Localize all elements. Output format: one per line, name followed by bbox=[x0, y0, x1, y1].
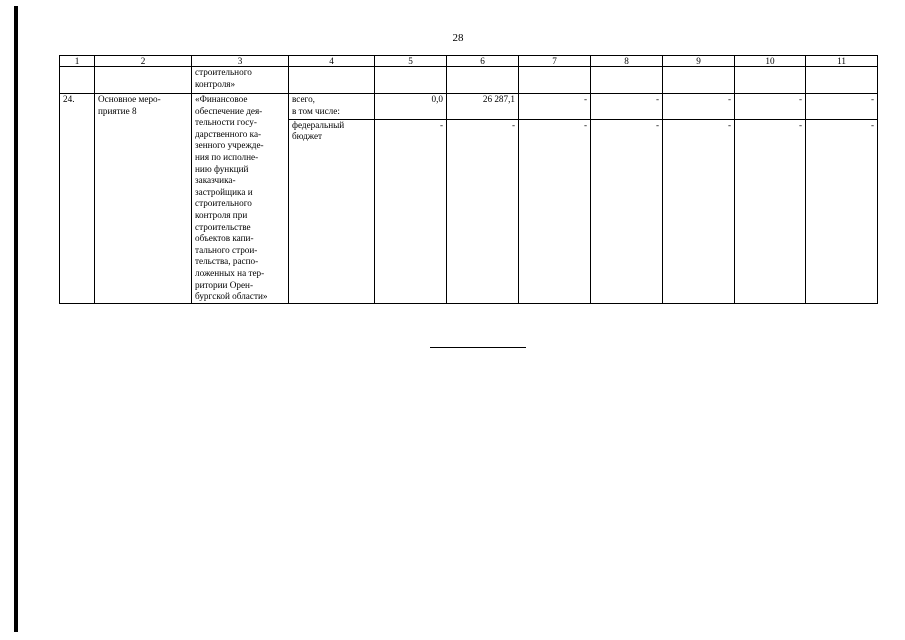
table-cell bbox=[591, 67, 663, 94]
value-cell: - bbox=[806, 119, 878, 303]
header-cell: 7 bbox=[519, 56, 591, 67]
table-cell bbox=[806, 67, 878, 94]
header-row bbox=[60, 56, 878, 67]
table-cell bbox=[289, 67, 375, 94]
row-number: 24. bbox=[60, 94, 95, 304]
value-cell: - bbox=[663, 119, 735, 303]
value-cell: - bbox=[519, 119, 591, 303]
table-cell bbox=[60, 67, 95, 94]
measure-name: Основное меро- приятие 8 bbox=[95, 94, 192, 304]
header-cell: 4 bbox=[289, 56, 375, 67]
funding-source-total: всего, в том числе: bbox=[289, 94, 375, 120]
table-cell bbox=[447, 67, 519, 94]
value-cell: - bbox=[519, 94, 591, 120]
total-row bbox=[60, 94, 878, 120]
value-cell: - bbox=[663, 94, 735, 120]
table-cell bbox=[95, 67, 192, 94]
measure-description: «Финансовое обеспечение дея- тельности госу- дарственного ка- зенного учрежде- ния по исполне- нию функций заказчика- застройщика и строительного контроля при строительстве объектов капи- тального строи- тельства, распо- ложенных на тер- ритории Орен- бургской области» bbox=[192, 94, 289, 304]
budget-table bbox=[59, 55, 878, 304]
header-cell: 5 bbox=[375, 56, 447, 67]
page-number: 28 bbox=[452, 32, 464, 44]
value-cell: - bbox=[591, 94, 663, 120]
value-cell: - bbox=[735, 94, 806, 120]
table-cell bbox=[735, 67, 806, 94]
value-cell: - bbox=[735, 119, 806, 303]
header-cell: 11 bbox=[806, 56, 878, 67]
header-cell: 10 bbox=[735, 56, 806, 67]
header-cell: 1 bbox=[60, 56, 95, 67]
end-separator-line bbox=[430, 347, 526, 348]
header-cell: 8 bbox=[591, 56, 663, 67]
header-cell: 6 bbox=[447, 56, 519, 67]
value-cell: - bbox=[591, 119, 663, 303]
funding-source-federal: федеральный бюджет bbox=[289, 119, 375, 303]
value-cell: - bbox=[375, 119, 447, 303]
header-cell: 3 bbox=[192, 56, 289, 67]
table-cell bbox=[375, 67, 447, 94]
table-cell bbox=[663, 67, 735, 94]
header-cell: 2 bbox=[95, 56, 192, 67]
continuation-row bbox=[60, 67, 878, 94]
value-cell: 26 287,1 bbox=[447, 94, 519, 120]
value-cell: - bbox=[806, 94, 878, 120]
header-cell: 9 bbox=[663, 56, 735, 67]
value-cell: - bbox=[447, 119, 519, 303]
table-cell bbox=[519, 67, 591, 94]
continuation-text: строительного контроля» bbox=[192, 67, 289, 94]
page-edge-bar bbox=[14, 6, 18, 632]
value-cell: 0,0 bbox=[375, 94, 447, 120]
